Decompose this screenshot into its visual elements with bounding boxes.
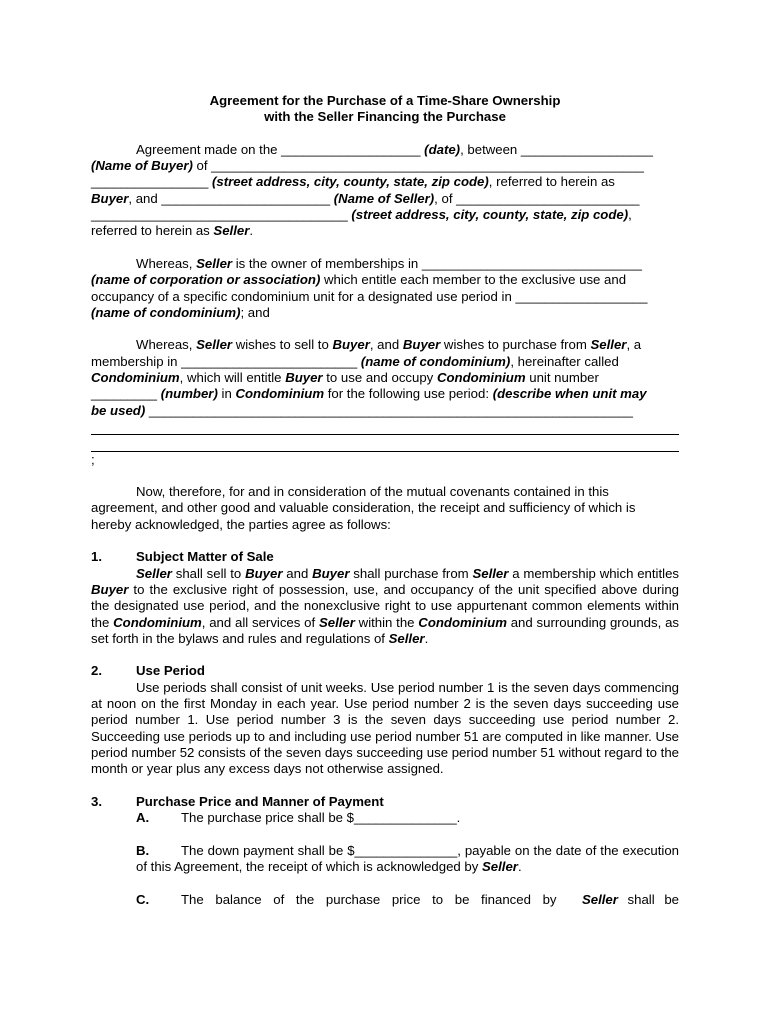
buyer-term: Buyer	[91, 190, 129, 206]
buyer-term: Buyer	[402, 337, 441, 353]
use-period-placeholder: (describe when unit may	[492, 386, 647, 402]
section-text: shall sell to	[171, 565, 246, 581]
whereas-text: for the following use period:	[324, 386, 493, 402]
subsection-tail	[582, 892, 679, 908]
buyer-name-placeholder: (Name of Buyer)	[91, 158, 193, 174]
section-body	[91, 566, 679, 647]
subsection-text	[136, 843, 679, 876]
seller-address-placeholder: (street address, city, county, state, zip code)	[351, 207, 629, 223]
blank-line	[91, 419, 679, 435]
intro-line	[91, 191, 679, 207]
condominium-term: Condominium	[436, 370, 526, 386]
seller-term: Seller	[196, 337, 233, 353]
section-text: , and all services of	[201, 614, 319, 630]
intro-line	[91, 142, 679, 158]
subsection-text	[136, 892, 679, 908]
blank-line	[91, 435, 679, 451]
intro-text: , and _______________________	[128, 190, 334, 206]
section-heading	[91, 549, 679, 565]
section-title: Use Period	[136, 663, 205, 679]
buyer-term: Buyer	[285, 370, 323, 386]
section-title: Purchase Price and Manner of Payment	[136, 793, 384, 809]
blank-line: __________________________________________________________________	[145, 402, 633, 418]
document-content	[91, 93, 679, 908]
whereas-paragraph-2	[91, 337, 679, 467]
intro-line	[91, 174, 679, 190]
condominium-term: Condominium	[418, 614, 507, 630]
subsection-letter: A.	[136, 810, 150, 826]
intro-text: , referred to herein as	[488, 174, 615, 190]
whereas-text: Whereas,	[136, 337, 197, 353]
corporation-placeholder: (name of corporation or association)	[91, 272, 321, 288]
section-number: 3.	[91, 793, 102, 809]
subsection-text: shall be	[617, 891, 679, 907]
section-heading	[91, 794, 679, 810]
subsection-a	[91, 810, 679, 826]
buyer-term: Buyer	[332, 337, 370, 353]
whereas-text: , a	[626, 337, 642, 353]
whereas-text: is the owner of memberships in ______________________________	[232, 255, 642, 271]
section-text: to the exclusive right of possession, use, and occupancy of the unit specified above during the designated use period, and the nonexclusive right to use appurtenant common elements within the	[91, 581, 679, 630]
section-3	[91, 794, 679, 908]
seller-term: Seller	[318, 614, 355, 630]
section-text: .	[424, 630, 429, 646]
whereas-line	[91, 386, 679, 402]
whereas-text: , and	[369, 337, 403, 353]
intro-text: ___________________________________	[91, 207, 352, 223]
whereas-line	[91, 305, 679, 321]
whereas-text: wishes to sell to	[232, 337, 333, 353]
date-placeholder: (date)	[424, 141, 461, 157]
seller-term: Seller	[482, 858, 518, 874]
subsection-text: The balance of the purchase price to be financed by	[181, 891, 557, 907]
intro-line	[91, 158, 679, 174]
condominium-name-placeholder: (name of condominium)	[360, 353, 511, 369]
condominium-term: Condominium	[91, 370, 180, 386]
subsection-text: The down payment shall be $______________, payable on the date of the execution of this Agreement, the receipt of which is acknowledged by	[136, 842, 679, 874]
subsection-c	[91, 892, 679, 908]
condominium-term: Condominium	[235, 386, 325, 402]
intro-line	[91, 223, 679, 239]
now-therefore-paragraph: Now, therefore, for and in consideration of the mutual covenants contained in this agreement, and other good and valuable consideration, the receipt and sufficiency of which is hereby acknowledged, the parties agree as follows:	[91, 484, 636, 532]
section-text: shall purchase from	[349, 565, 473, 581]
whereas-text: , which will entitle	[179, 370, 286, 386]
subsection-line	[181, 892, 679, 908]
section-1	[91, 549, 679, 647]
section-text: within the	[354, 614, 419, 630]
section-body: Use periods shall consist of unit weeks. Use period number 1 is the seven days commencing at noon on the first Monday in each year. Use period number 2 is the seven days succeeding use period number 1. Use period number 3 is the seven days succeeding use period number 2. Succeeding use periods up to and including use period number 51 are computed in like manner. Use period number 52 consists of the seven days succeeding use period number 51 without regard to the month or year plus any excess days not otherwise assigned.	[91, 679, 679, 777]
whereas-line: occupancy of a specific condominium unit for a designated use period in __________________	[91, 288, 648, 304]
section-2	[91, 663, 679, 777]
whereas-text: wishes to purchase from	[440, 337, 591, 353]
intro-text: , between __________________	[460, 141, 653, 157]
whereas-text: which entitle each member to the exclusive use and	[320, 272, 627, 288]
subsection-letter: B.	[136, 842, 150, 858]
section-number: 1.	[91, 549, 102, 565]
whereas-line	[91, 256, 679, 272]
seller-term: Seller	[472, 565, 509, 581]
intro-text: .	[249, 223, 254, 239]
buyer-term: Buyer	[245, 565, 283, 581]
whereas-text: in	[217, 386, 236, 402]
buyer-address-placeholder: (street address, city, county, state, zip code)	[212, 174, 489, 190]
seller-term: Seller	[213, 223, 250, 239]
section-heading	[91, 663, 679, 679]
seller-term: Seller	[196, 255, 233, 271]
condominium-name-placeholder: (name of condominium)	[91, 304, 241, 320]
seller-term: Seller	[581, 891, 618, 907]
whereas-text: to use and occupy	[322, 370, 437, 386]
whereas-paragraph-1	[91, 256, 679, 321]
whereas-text: ; and	[240, 304, 270, 320]
seller-name-placeholder: (Name of Seller)	[333, 190, 435, 206]
buyer-term: Buyer	[91, 581, 129, 597]
section-text: and	[282, 565, 313, 581]
intro-paragraph	[91, 142, 679, 240]
whereas-text: , hereinafter called	[510, 353, 619, 369]
intro-text: ,	[628, 207, 632, 223]
subsection-b	[91, 843, 679, 876]
section-text: and surrounding grounds, as set forth in the bylaws and rules and regulations of	[91, 614, 679, 646]
whereas-text: unit number	[525, 370, 599, 386]
seller-term: Seller	[590, 337, 627, 353]
whereas-line	[91, 354, 679, 370]
document-title-line1: Agreement for the Purchase of a Time-Share Ownership	[209, 93, 561, 108]
whereas-text: membership in ________________________	[91, 353, 361, 369]
buyer-term: Buyer	[312, 565, 350, 581]
document-title-line2: with the Seller Financing the Purchase	[264, 109, 506, 125]
subsection-text: .	[517, 858, 522, 874]
intro-text: referred to herein as	[91, 223, 214, 239]
intro-text: Agreement made on the ___________________	[136, 141, 425, 157]
unit-number-placeholder: (number)	[160, 386, 218, 402]
intro-text: ________________	[91, 174, 213, 190]
whereas-line	[91, 337, 679, 353]
section-number: 2.	[91, 663, 102, 679]
seller-term: Seller	[388, 630, 425, 646]
whereas-text: _________	[91, 386, 161, 402]
whereas-line	[91, 403, 679, 419]
intro-text: of ___________________________________________________________	[192, 158, 644, 174]
subsection-text: The purchase price shall be $______________.	[181, 810, 461, 826]
subsection-letter: C.	[136, 891, 150, 907]
condominium-term: Condominium	[113, 614, 202, 630]
section-text: a membership which entitles	[508, 565, 679, 581]
whereas-text: Whereas,	[136, 255, 197, 271]
whereas-line	[91, 370, 679, 386]
intro-line	[91, 207, 679, 223]
section-title: Subject Matter of Sale	[136, 549, 274, 565]
use-period-placeholder: be used)	[91, 402, 146, 418]
seller-term: Seller	[136, 565, 172, 581]
intro-text: , of _________________________	[434, 190, 640, 206]
whereas-line	[91, 272, 679, 288]
semicolon: ;	[91, 451, 95, 467]
